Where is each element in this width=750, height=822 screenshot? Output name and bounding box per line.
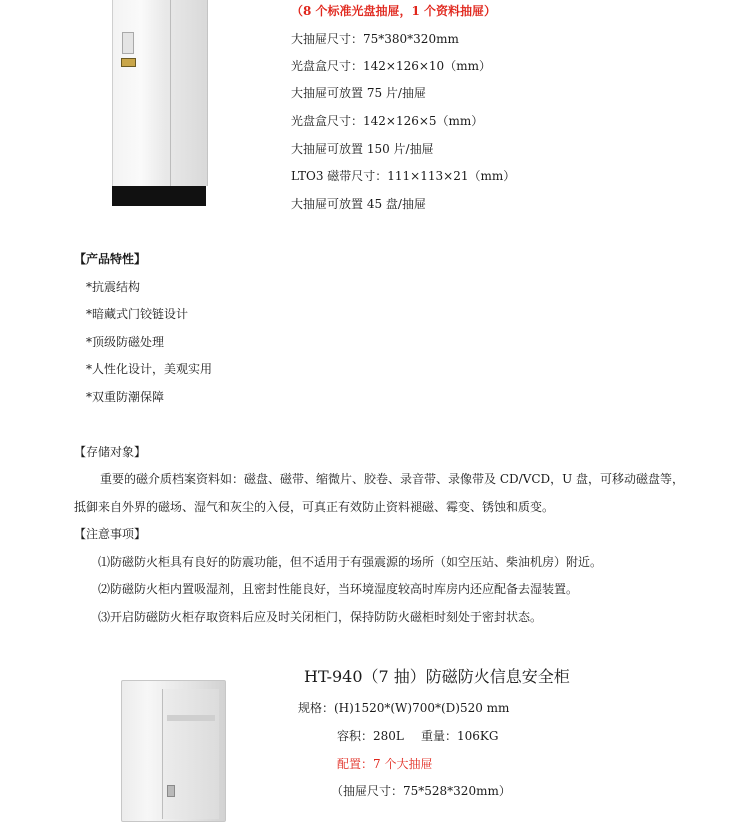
storage-line: 重要的磁介质档案资料如：磁盘、磁带、缩微片、胶卷、录音带、录像带及 CD/VCD，U 盘，可移动磁盘等， <box>100 472 685 486</box>
cabinet-lock-icon <box>121 58 136 67</box>
cabinet-handle-icon <box>167 785 175 797</box>
config-note: （8 个标准光盘抽屉，1 个资料抽屉） <box>291 4 497 18</box>
cabinet-image-bottom <box>121 680 226 822</box>
note-item: ⑵防磁防火柜内置吸湿剂，且密封性能良好，当环境湿度较高时库房内还应配备去湿装置。 <box>98 582 579 596</box>
product-size: 规格：(H)1520*(W)700*(D)520 mm <box>298 701 510 715</box>
spec-line: LTO3 磁带尺寸：111×113×21（mm） <box>291 169 516 183</box>
feature-item: *暗藏式门铰链设计 <box>86 307 189 321</box>
cabinet-image-top <box>112 0 208 186</box>
cabinet-vent-slot <box>122 32 134 54</box>
product-drawer-size: （抽屉尺寸：75*528*320mm） <box>331 784 511 798</box>
cabinet-door-seam <box>170 0 171 186</box>
features-heading: 【产品特性】 <box>74 252 147 266</box>
spec-line: 大抽屉可放置 150 片/抽屉 <box>291 142 434 156</box>
cabinet-door <box>162 689 219 819</box>
spec-line: 大抽屉可放置 75 片/抽屉 <box>291 86 426 100</box>
spec-line: 光盘盒尺寸：142×126×10（mm） <box>291 59 491 73</box>
note-item: ⑶开启防磁防火柜存取资料后应及时关闭柜门，保持防防火磁柜时刻处于密封状态。 <box>98 610 543 624</box>
product-weight: 重量：106KG <box>421 729 499 743</box>
feature-item: *抗震结构 <box>86 280 141 294</box>
spec-line: 光盘盒尺寸：142×126×5（mm） <box>291 114 484 128</box>
storage-line: 抵御来自外界的磁场、湿气和灰尘的入侵，可真正有效防止资料褪磁、霉变、锈蚀和质变。 <box>74 500 555 514</box>
spec-line: 大抽屉尺寸：75*380*320mm <box>291 32 459 46</box>
product-capacity: 容积：280L <box>337 729 404 743</box>
feature-item: *顶级防磁处理 <box>86 335 165 349</box>
spec-line: 大抽屉可放置 45 盘/抽屉 <box>291 197 426 211</box>
storage-heading: 【存储对象】 <box>74 445 147 459</box>
notes-heading: 【注意事项】 <box>74 527 147 541</box>
note-item: ⑴防磁防火柜具有良好的防震功能，但不适用于有强震源的场所（如空压站、柴油机房）附近。 <box>98 555 603 569</box>
cabinet-base <box>112 186 206 206</box>
cabinet-label-plate <box>167 715 215 721</box>
product-title: HT-940（7 抽）防磁防火信息安全柜 <box>304 667 570 686</box>
feature-item: *人性化设计，美观实用 <box>86 362 213 376</box>
feature-item: *双重防潮保障 <box>86 390 165 404</box>
product-config: 配置：7 个大抽屉 <box>337 757 433 771</box>
